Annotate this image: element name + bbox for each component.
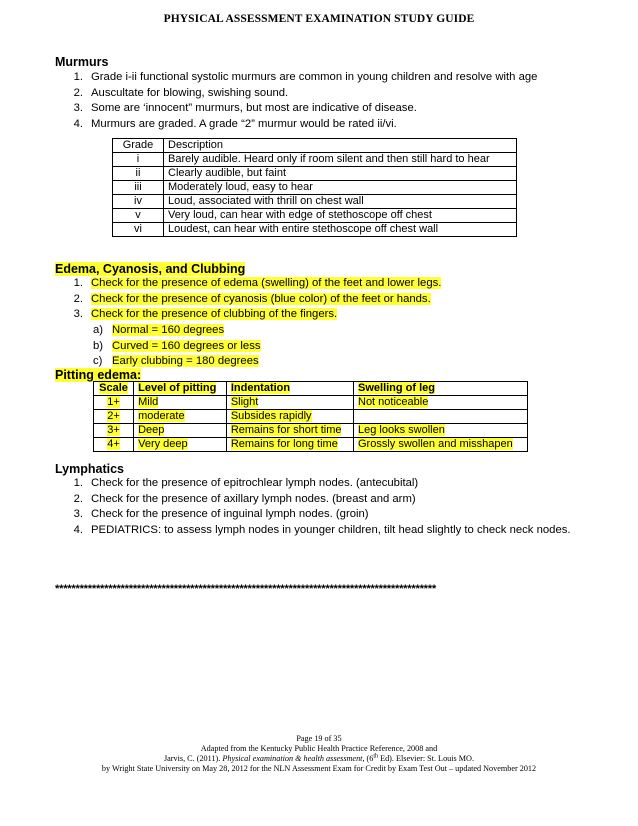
list-item: 1. Check for the presence of edema (swelling) of the feet and lower legs. [73,277,442,289]
pitting-edema-table [93,381,528,452]
table-row: 4+ Very deep Remains for long time Grossly swollen and misshapen [94,438,528,452]
column-header-level: Level of pitting [134,382,227,396]
table-row: iv Loud, associated with thrill on chest wall [113,195,517,209]
table-row: 3+ Deep Remains for short time Leg looks swollen [94,424,528,438]
list-item: 2. Auscultate for blowing, swishing sound. [73,86,289,99]
footer-credit-line: by Wright State University on May 28, 2012 for the NLN Assessment Exam for Credit by Exam Test Out – updated November 2012 [101,764,537,773]
murmurs-list [55,70,537,132]
list-item: b) Curved = 160 degrees or less [93,339,261,352]
column-header-indentation: Indentation [226,382,353,396]
list-item: a) Normal = 160 degrees [93,324,225,336]
murmur-grade-table [112,138,517,237]
list-item: 3. Check for the presence of inguinal lymph nodes. (groin) [73,508,369,520]
footer-citation-line: Jarvis, C. (2011). Physical examination & health assessment, (6th Ed). Elsevier: St. Louis MO. [163,753,474,763]
list-item: 4. Murmurs are graded. A grade “2” murmur would be rated ii/vi. [73,117,397,130]
edema-list [55,276,441,323]
clubbing-sublist [93,323,261,370]
column-header-description: Description [164,139,517,153]
list-item: c) Early clubbing = 180 degrees [93,355,259,367]
list-item: 4. PEDIATRICS: to assess lymph nodes in younger children, tilt head slightly to check neck nodes. [73,523,571,536]
lymphatics-heading: Lymphatics [55,462,125,476]
table-header-row [113,139,517,153]
table-row: 1+ Mild Slight Not noticeable [94,396,528,410]
list-item: 2. Check for the presence of axillary lymph nodes. (breast and arm) [73,492,416,505]
table-row: 2+ moderate Subsides rapidly [94,410,528,424]
table-row: ii Clearly audible, but faint [113,167,517,181]
column-header-grade: Grade [113,139,164,153]
murmurs-heading: Murmurs [55,55,109,69]
table-row: iii Moderately loud, easy to hear [113,181,517,195]
table-row: vi Loudest, can hear with entire stethoscope off chest wall [113,223,517,237]
column-header-scale: Scale [94,382,134,396]
asterisk-divider: ********************************************************************************************* [55,583,436,595]
list-item: 3. Some are ‘innocent” murmurs, but most are indicative of disease. [73,102,417,114]
lymphatics-list [55,476,571,538]
table-header-row [94,382,528,396]
table-row: i Barely audible. Heard only if room silent and then still hard to hear [113,153,517,167]
column-header-swelling: Swelling of leg [354,382,528,396]
footer-source-line: Adapted from the Kentucky Public Health Practice Reference, 2008 and [200,744,438,753]
list-item: 2. Check for the presence of cyanosis (blue color) of the feet or hands. [73,292,431,305]
list-item: 3. Check for the presence of clubbing of the fingers. [73,308,338,320]
list-item: 1. Check for the presence of epitrochlear lymph nodes. (antecubital) [73,477,419,489]
page-title: PHYSICAL ASSESSMENT EXAMINATION STUDY GUIDE [163,13,475,25]
page-number: Page 19 of 35 [296,734,342,743]
list-item: 1. Grade i-ii functional systolic murmurs are common in young children and resolve with age [73,71,538,83]
edema-heading: Edema, Cyanosis, and Clubbing [55,262,246,276]
pitting-heading: Pitting edema: [55,368,142,382]
table-row: v Very loud, can hear with edge of stethoscope off chest [113,209,517,223]
